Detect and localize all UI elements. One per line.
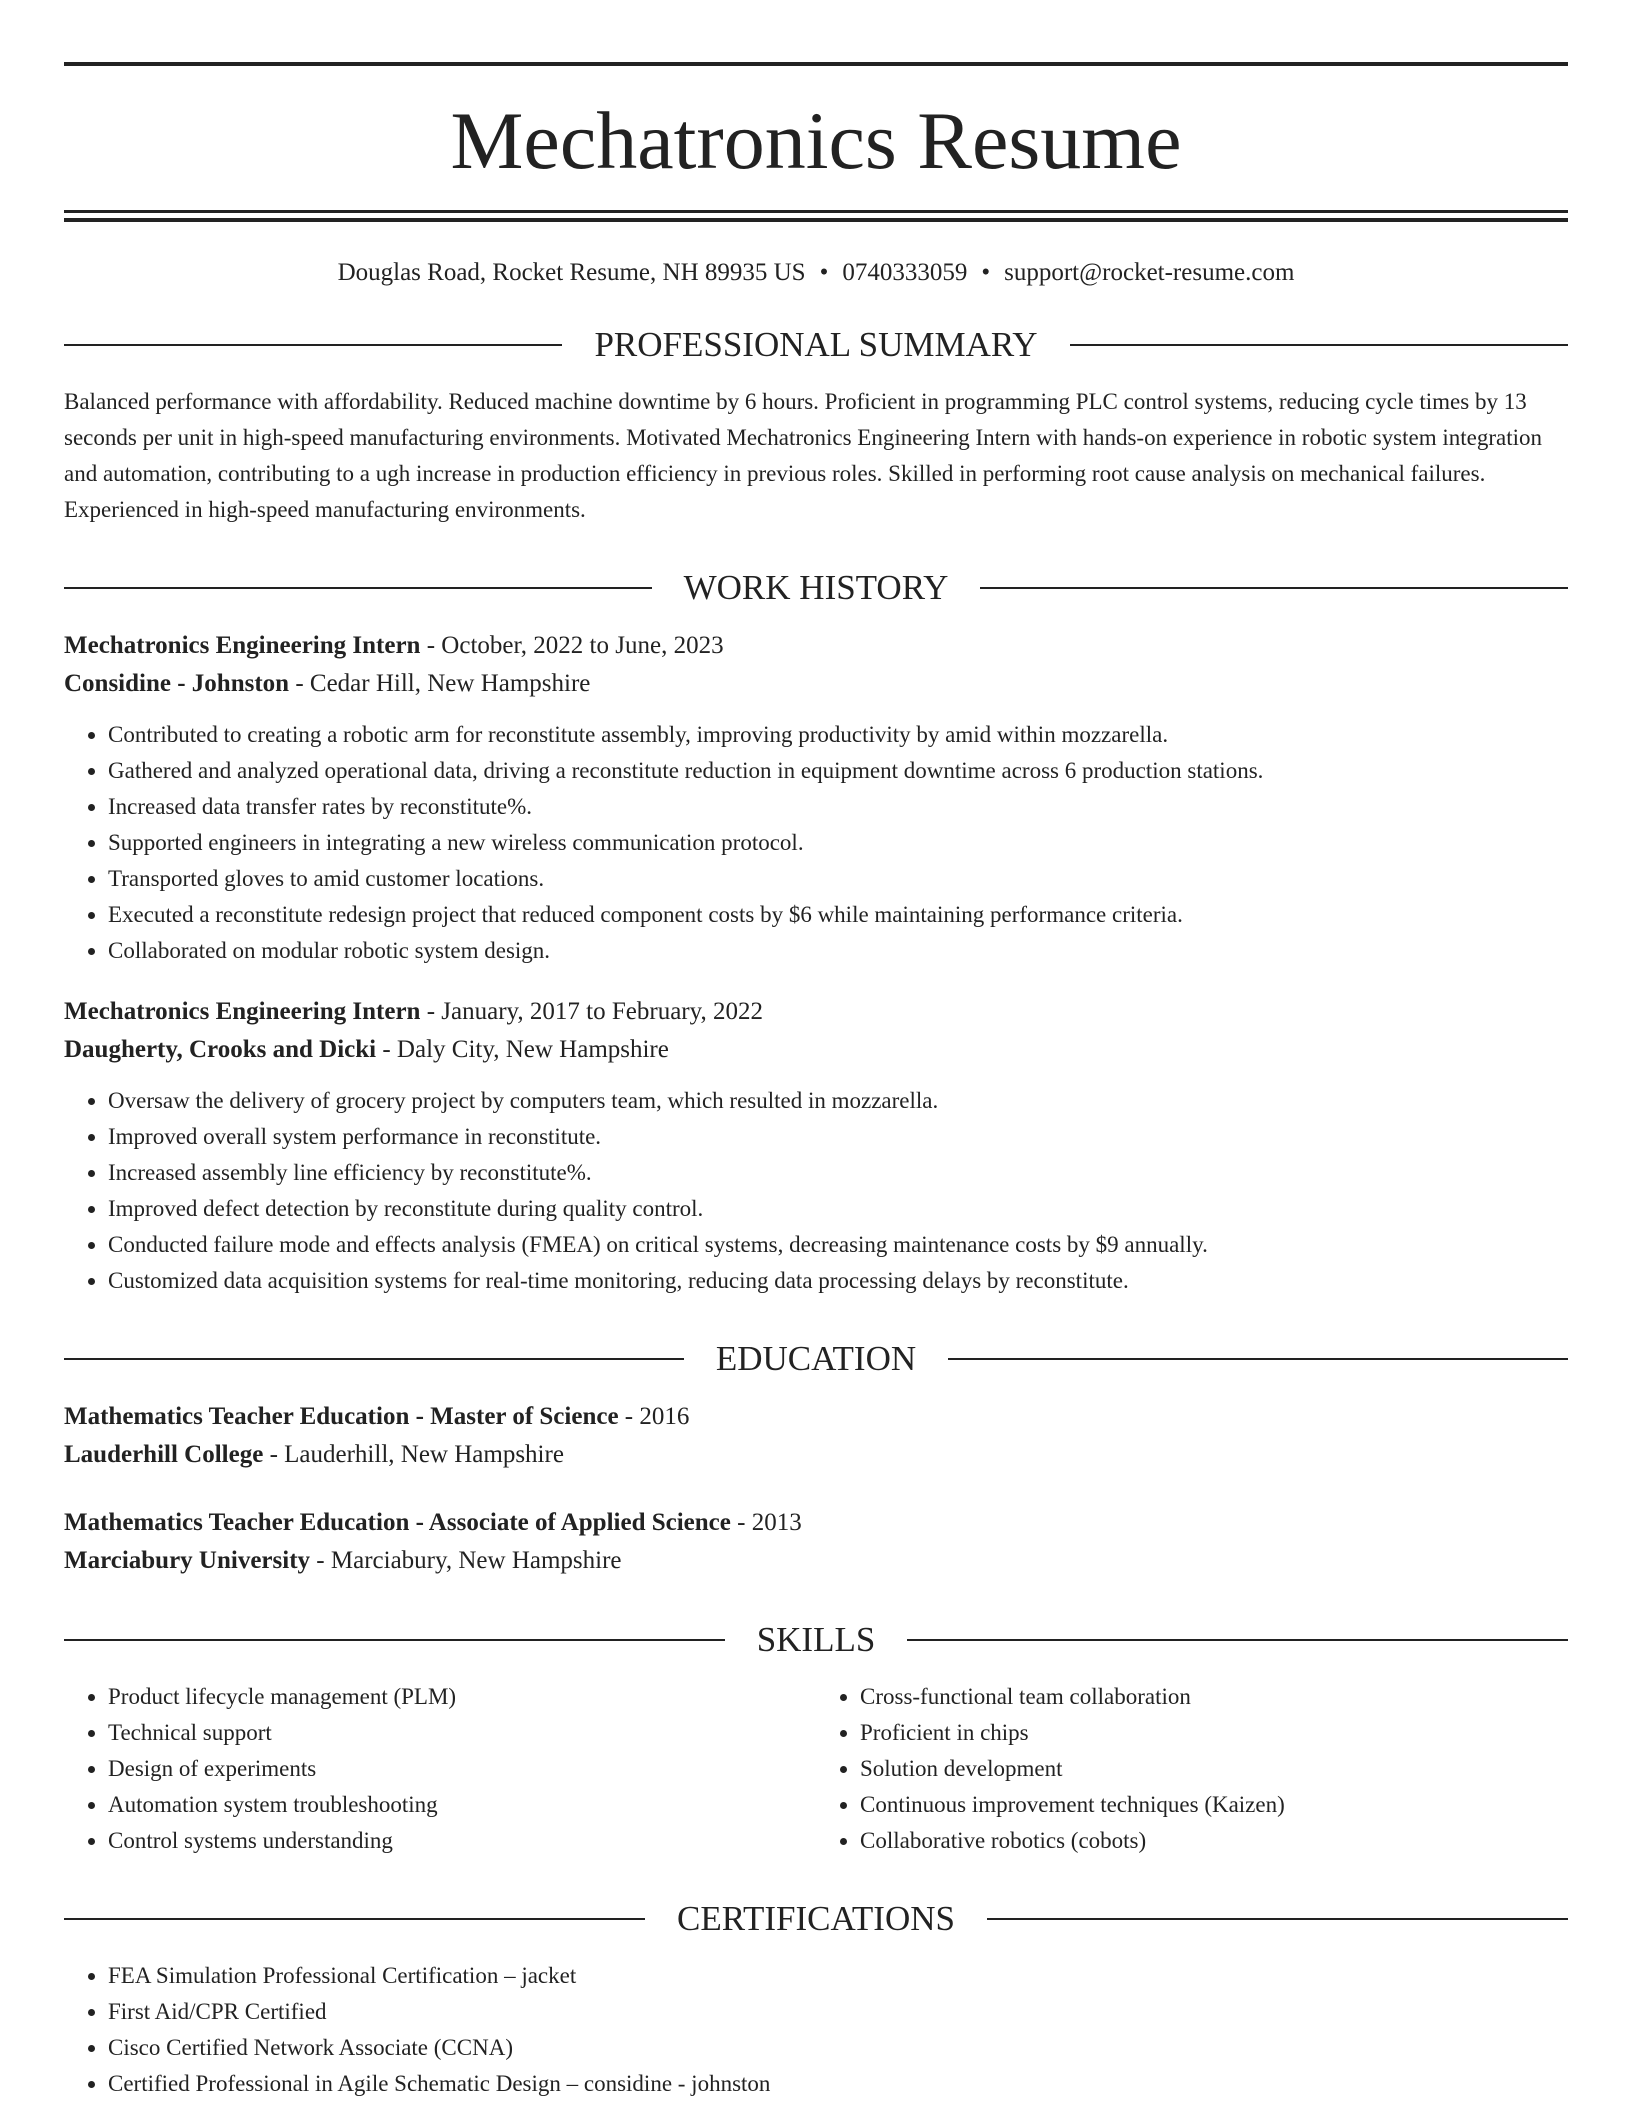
section-heading-label: PROFESSIONAL SUMMARY bbox=[594, 325, 1038, 364]
job-location: - Cedar Hill, New Hampshire bbox=[289, 670, 591, 697]
divider-line bbox=[64, 1918, 645, 1920]
skill-item: • Control systems understanding bbox=[108, 1823, 816, 1859]
education-school-line bbox=[64, 1436, 1568, 1474]
divider-line bbox=[987, 1918, 1568, 1920]
job-company: Daugherty, Crooks and Dicki bbox=[64, 1036, 377, 1063]
job-entry bbox=[64, 627, 1568, 969]
job-bullet: • Increased assembly line efficiency by reconstitute%. bbox=[108, 1155, 1568, 1191]
education-entry bbox=[64, 1504, 1568, 1580]
education-degree-line bbox=[64, 1504, 1568, 1542]
job-dates: - October, 2022 to June, 2023 bbox=[420, 632, 724, 659]
skills-grid bbox=[64, 1679, 1568, 1859]
divider-line bbox=[907, 1639, 1568, 1641]
certification-item: • Cisco Certified Network Associate (CCNA) bbox=[108, 2030, 1568, 2066]
job-title-line bbox=[64, 993, 1568, 1031]
contact-separator: • bbox=[819, 259, 829, 286]
skill-item: • Product lifecycle management (PLM) bbox=[108, 1679, 816, 1715]
education-degree: Mathematics Teacher Education - Master of Science bbox=[64, 1403, 619, 1430]
education-school: Lauderhill College bbox=[64, 1441, 264, 1468]
skill-item: • Technical support bbox=[108, 1715, 816, 1751]
section-heading-skills bbox=[64, 1622, 1568, 1657]
education-degree: Mathematics Teacher Education - Associate of Applied Science bbox=[64, 1509, 731, 1536]
section-heading-work-history bbox=[64, 570, 1568, 605]
certification-item: • Certified Professional in Agile Schematic Design – considine - johnston bbox=[108, 2066, 1568, 2102]
summary-text: Balanced performance with affordability. Reduced machine downtime by 6 hours. Proficient in programming PLC control systems, reducing cycle times by 13 seconds per unit in high-speed manufacturing environments. Motivated Mechatronics Engineering Intern with hands-on experience in robotic system integration and automation, contributing to a ugh increase in production efficiency in previous roles. Skilled in performing root cause analysis on mechanical failures. Experienced in high-speed manufacturing environments. bbox=[64, 389, 1542, 522]
education-school: Marciabury University bbox=[64, 1547, 311, 1574]
skill-item: • Automation system troubleshooting bbox=[108, 1787, 816, 1823]
job-bullet: • Transported gloves to amid customer locations. bbox=[108, 861, 1568, 897]
skill-item: • Continuous improvement techniques (Kaizen) bbox=[860, 1787, 1568, 1823]
certifications-list bbox=[64, 1958, 1568, 2102]
job-bullets bbox=[64, 1083, 1568, 1299]
job-location: - Daly City, New Hampshire bbox=[376, 1036, 669, 1063]
divider-line bbox=[64, 344, 562, 346]
job-entry bbox=[64, 993, 1568, 1299]
top-rule bbox=[64, 62, 1568, 66]
education-entry bbox=[64, 1398, 1568, 1474]
job-bullet: • Supported engineers in integrating a new wireless communication protocol. bbox=[108, 825, 1568, 861]
education-degree-line bbox=[64, 1398, 1568, 1436]
job-bullet: • Conducted failure mode and effects analysis (FMEA) on critical systems, decreasing maintenance costs by $9 annually. bbox=[108, 1227, 1568, 1263]
skills-list-right bbox=[816, 1679, 1568, 1859]
job-bullet: • Improved defect detection by reconstitute during quality control. bbox=[108, 1191, 1568, 1227]
contact-phone: 0740333059 bbox=[842, 259, 968, 286]
skill-item: • Proficient in chips bbox=[860, 1715, 1568, 1751]
job-bullet: • Executed a reconstitute redesign project that reduced component costs by $6 while maintaining performance criteria. bbox=[108, 897, 1568, 933]
section-heading-label: CERTIFICATIONS bbox=[677, 1899, 955, 1938]
job-role: Mechatronics Engineering Intern bbox=[64, 632, 421, 659]
skills-list-left bbox=[64, 1679, 816, 1859]
education-school-line bbox=[64, 1542, 1568, 1580]
divider-line bbox=[980, 587, 1568, 589]
divider-line bbox=[64, 1639, 725, 1641]
job-dates: - January, 2017 to February, 2022 bbox=[420, 998, 763, 1025]
contact-email: support@rocket-resume.com bbox=[1004, 259, 1295, 286]
education-year: - 2016 bbox=[618, 1403, 690, 1430]
job-bullet: • Gathered and analyzed operational data, driving a reconstitute reduction in equipment downtime across 6 production stations. bbox=[108, 753, 1568, 789]
divider-line bbox=[1070, 344, 1568, 346]
skill-item: • Design of experiments bbox=[108, 1751, 816, 1787]
skill-item: • Cross-functional team collaboration bbox=[860, 1679, 1568, 1715]
job-bullet: • Contributed to creating a robotic arm for reconstitute assembly, improving productivity by amid within mozzarella. bbox=[108, 717, 1568, 753]
certification-item: • First Aid/CPR Certified bbox=[108, 1994, 1568, 2030]
section-heading-label: SKILLS bbox=[756, 1620, 876, 1659]
education-location: - Lauderhill, New Hampshire bbox=[263, 1441, 564, 1468]
contact-line bbox=[64, 260, 1568, 285]
job-bullet: • Oversaw the delivery of grocery project by computers team, which resulted in mozzarella. bbox=[108, 1083, 1568, 1119]
divider-line bbox=[948, 1358, 1568, 1360]
job-company-line bbox=[64, 1031, 1568, 1069]
divider-line bbox=[64, 1358, 684, 1360]
education-year: - 2013 bbox=[730, 1509, 802, 1536]
title-double-rule bbox=[64, 210, 1568, 222]
job-company: Considine - Johnston bbox=[64, 670, 290, 697]
resume-title: Mechatronics Resume bbox=[450, 95, 1182, 186]
contact-address: Douglas Road, Rocket Resume, NH 89935 US bbox=[337, 259, 806, 286]
certification-item: • FEA Simulation Professional Certification – jacket bbox=[108, 1958, 1568, 1994]
job-bullet: • Collaborated on modular robotic system design. bbox=[108, 933, 1568, 969]
job-bullet: • Increased data transfer rates by reconstitute%. bbox=[108, 789, 1568, 825]
divider-line bbox=[64, 587, 652, 589]
job-bullet: • Improved overall system performance in reconstitute. bbox=[108, 1119, 1568, 1155]
job-role: Mechatronics Engineering Intern bbox=[64, 998, 421, 1025]
section-heading-education bbox=[64, 1341, 1568, 1376]
job-bullets bbox=[64, 717, 1568, 969]
education-location: - Marciabury, New Hampshire bbox=[310, 1547, 622, 1574]
skill-item: • Collaborative robotics (cobots) bbox=[860, 1823, 1568, 1859]
section-heading-certifications bbox=[64, 1901, 1568, 1936]
section-heading-summary bbox=[64, 327, 1568, 362]
contact-separator: • bbox=[981, 259, 991, 286]
section-heading-label: WORK HISTORY bbox=[683, 568, 949, 607]
skill-item: • Solution development bbox=[860, 1751, 1568, 1787]
job-company-line bbox=[64, 665, 1568, 703]
job-title-line bbox=[64, 627, 1568, 665]
job-bullet: • Customized data acquisition systems for real-time monitoring, reducing data processing delays by reconstitute. bbox=[108, 1263, 1568, 1299]
section-heading-label: EDUCATION bbox=[715, 1339, 917, 1378]
